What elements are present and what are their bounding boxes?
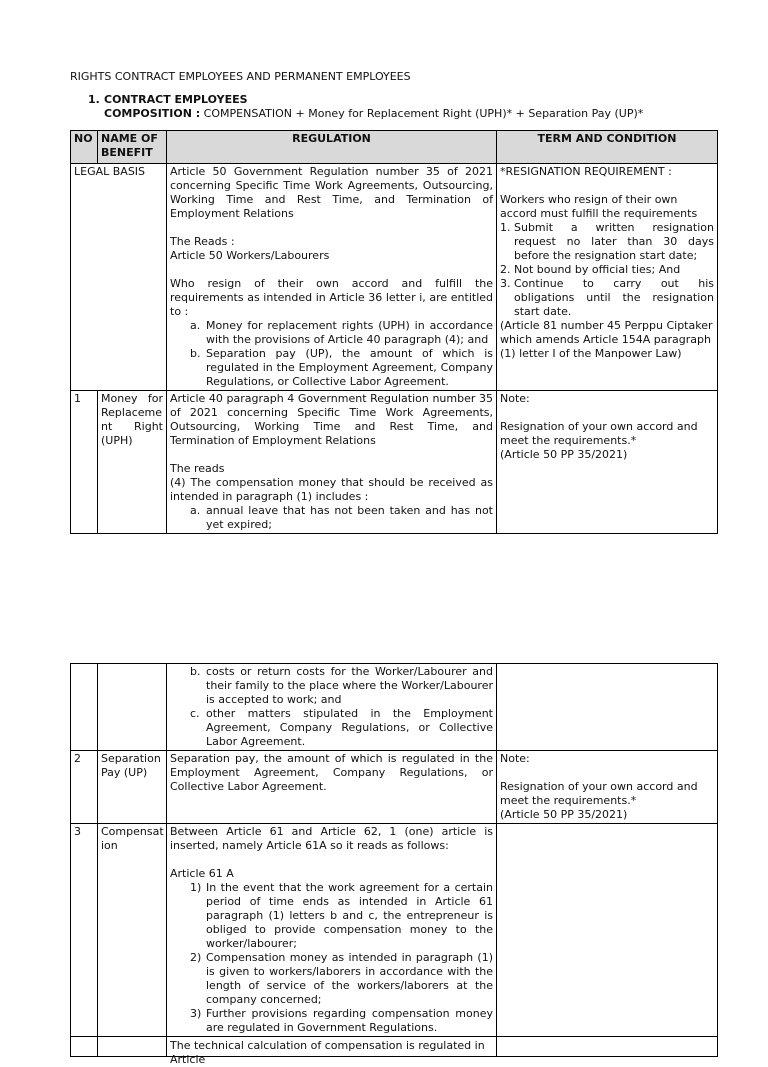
table-row-cut [71, 1037, 718, 1057]
legal-basis-regulation: Article 50 Government Regulation number 35 of 2021 concerning Specific Time Work Agreements, Outsourcing, Working Time and Rest Time, and Termination of Employment Relations The Reads : Article 50 Workers/Labourers Who resign of their own accord and fulfill the requirements as intended in Article 36 letter i, are entitled to : a. Money for replacement rights (UPH) in accordance with the provisions of Article 40 paragraph (4); and b. Separation pay (UP), the amount of which is regulated in the Employment Agreement, Company Regulations, or Collective Labor Agreement. [167, 164, 497, 391]
list-item: 1. Submit a written resignation request no later than 30 days before the resignation start date; [500, 221, 714, 262]
row-number: 2 [71, 751, 98, 824]
uph-regulation: Article 40 paragraph 4 Government Regulation number 35 of 2021 concerning Specific Time Work Agreements, Outsourcing, Working Time and Rest Time, and Termination of Employment Relations The reads (4) The compensation money that should be received as intended in paragraph (1) includes : a. annual leave that has not been taken and has not yet expired; [167, 391, 497, 534]
section-contract-employees [88, 93, 643, 121]
uph-regulation-continued [167, 664, 497, 751]
benefit-name: Compensat ion [98, 824, 167, 1037]
cut-off-text: The technical calculation of compensation is regulated in Article [167, 1037, 497, 1057]
table-row-uph-continued [71, 664, 718, 751]
uph-reg-list-continued [170, 665, 493, 749]
row-number: 1 [71, 391, 98, 534]
compensation-reg-list [170, 881, 493, 1035]
uph-term: Note: Resignation of your own accord and meet the requirements.* (Article 50 PP 35/2021) [497, 391, 718, 534]
list-item: c. other matters stipulated in the Employment Agreement, Company Regulations, or Collective Labor Agreement. [190, 707, 493, 748]
list-item: 1) In the event that the work agreement for a certain period of time ends as intended in Article 61 paragraph (1) letters b and c, the entrepreneur is obliged to provide compensation money to the worker/labourer; [190, 881, 493, 950]
table-row-uph [71, 391, 718, 534]
list-item: b. costs or return costs for the Worker/Labourer and their family to the place where the Worker/Labourer is accepted to work; and [190, 665, 493, 706]
list-item: 3. Continue to carry out his obligations until the resignation start date. [500, 277, 714, 318]
list-item: b. Separation pay (UP), the amount of which is regulated in the Employment Agreement, Company Regulations, or Collective Labor Agreement. [190, 347, 493, 388]
table-row-compensation [71, 824, 718, 1037]
benefits-table-part2 [70, 663, 718, 1066]
header-term-and-condition: TERM AND CONDITION [497, 131, 718, 164]
benefits-table-part1 [70, 130, 718, 534]
section-heading: 1. CONTRACT EMPLOYEES [88, 93, 248, 106]
document-title: RIGHTS CONTRACT EMPLOYEES AND PERMANENT EMPLOYEES [70, 70, 411, 83]
table-row-separation-pay [71, 751, 718, 824]
legal-basis-term: *RESIGNATION REQUIREMENT : Workers who resign of their own accord must fulfill the requirements 1. Submit a written resignation request no later than 30 days before the resignation start date; 2. Not bound by official ties; And 3. Continue to carry out his obligations until the resignation start date. (Article 81 number 45 Perppu Ciptaker which amends Article 154A paragraph (1) letter I of the Manpower Law) [497, 164, 718, 391]
table-header-row [71, 131, 718, 164]
uph-reg-list [170, 504, 493, 532]
benefit-name: Money for Replaceme nt Right (UPH) [98, 391, 167, 534]
list-item: 2. Not bound by official ties; And [500, 263, 681, 276]
compensation-regulation: Between Article 61 and Article 62, 1 (one) article is inserted, namely Article 61A so it reads as follows: Article 61 A 1) In the event that the work agreement for a certain period of time ends as intended in Article 61 paragraph (1) letters b and c, the entrepreneur is obliged to provide compensation money to the worker/labourer; 2) Compensation money as intended in paragraph (1) is given to workers/laborers in accordance with the length of service of the workers/laborers at the company concerned; 3) Further provisions regarding compensation money are regulated in Government Regulations. [167, 824, 497, 1037]
table-row-legal-basis [71, 164, 718, 391]
composition-line: COMPOSITION : COMPENSATION + Money for Replacement Right (UPH)* + Separation Pay (UP)* [104, 107, 644, 120]
resignation-requirements-list [500, 221, 714, 319]
legal-basis-reg-list [170, 319, 493, 389]
header-name-of-benefit: NAME OF BENEFIT [98, 131, 167, 164]
benefit-name: Separation Pay (UP) [98, 751, 167, 824]
list-item: 3) Further provisions regarding compensation money are regulated in Government Regulations. [190, 1007, 493, 1034]
header-regulation: REGULATION [167, 131, 497, 164]
up-term: Note: Resignation of your own accord and meet the requirements.* (Article 50 PP 35/2021) [497, 751, 718, 824]
legal-basis-label: LEGAL BASIS [71, 164, 167, 391]
row-number: 3 [71, 824, 98, 1037]
header-no: NO [71, 131, 98, 164]
list-item: 2) Compensation money as intended in paragraph (1) is given to workers/laborers in accordance with the length of service of the workers/laborers at the company concerned; [190, 951, 493, 1006]
list-item: a. annual leave that has not been taken and has not yet expired; [190, 504, 493, 531]
list-item: a. Money for replacement rights (UPH) in accordance with the provisions of Article 40 paragraph (4); and [190, 319, 493, 346]
up-regulation: Separation pay, the amount of which is regulated in the Employment Agreement, Company Regulations, or Collective Labor Agreement. [167, 751, 497, 824]
